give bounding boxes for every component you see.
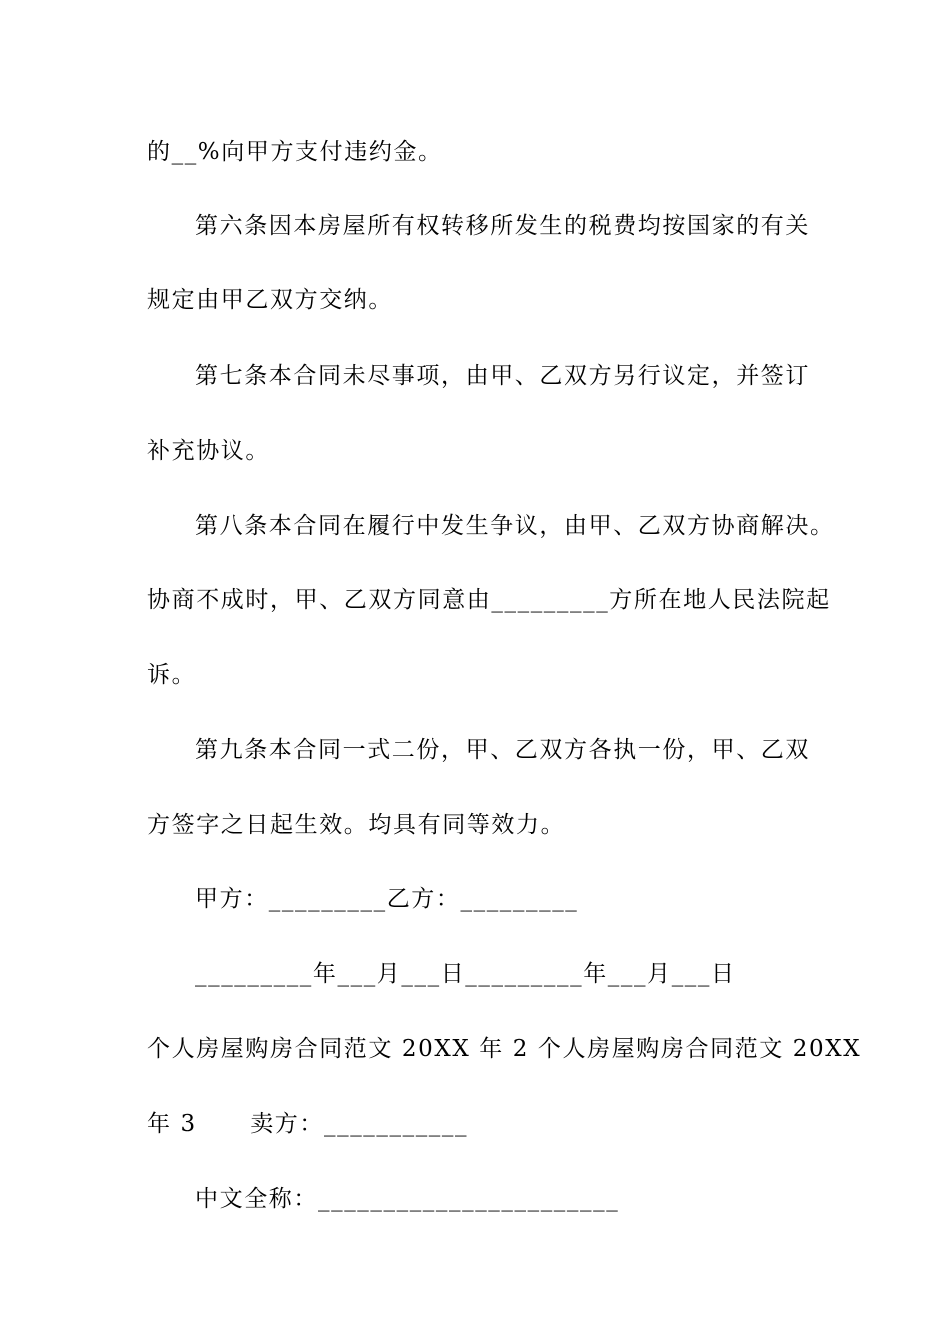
section-title-line: 个人房屋购房合同范文 20XX 年 2 个人房屋购房合同范文 20XX	[147, 1036, 862, 1062]
signature-parties-line: 甲方：_________乙方：_________	[195, 886, 579, 912]
text-line-article-6: 第六条因本房屋所有权转移所发生的税费均按国家的有关	[195, 213, 810, 239]
text-line-article-8-cont: 协商不成时，甲、乙双方同意由_________方所在地人民法院起	[147, 587, 831, 613]
text-line-article-8-end: 诉。	[147, 662, 197, 688]
text-line-article-9-cont: 方签字之日起生效。均具有同等效力。	[147, 812, 566, 838]
text-line-article-6-cont: 规定由甲乙双方交纳。	[147, 287, 393, 313]
text-line-article-7-cont: 补充协议。	[147, 438, 270, 464]
full-chinese-name-line: 中文全称：_______________________	[195, 1186, 620, 1212]
text-line-article-8: 第八条本合同在履行中发生争议，由甲、乙双方协商解决。	[195, 513, 835, 539]
text-line-article-7: 第七条本合同未尽事项，由甲、乙双方另行议定，并签订	[195, 363, 810, 389]
seller-line: 年 3 卖方：___________	[147, 1111, 469, 1137]
text-line-penalty: 的__%向甲方支付违约金。	[147, 139, 443, 165]
text-line-article-9: 第九条本合同一式二份，甲、乙双方各执一份，甲、乙双	[195, 737, 810, 763]
signature-date-line: _________年___月___日_________年___月___日	[195, 961, 736, 987]
